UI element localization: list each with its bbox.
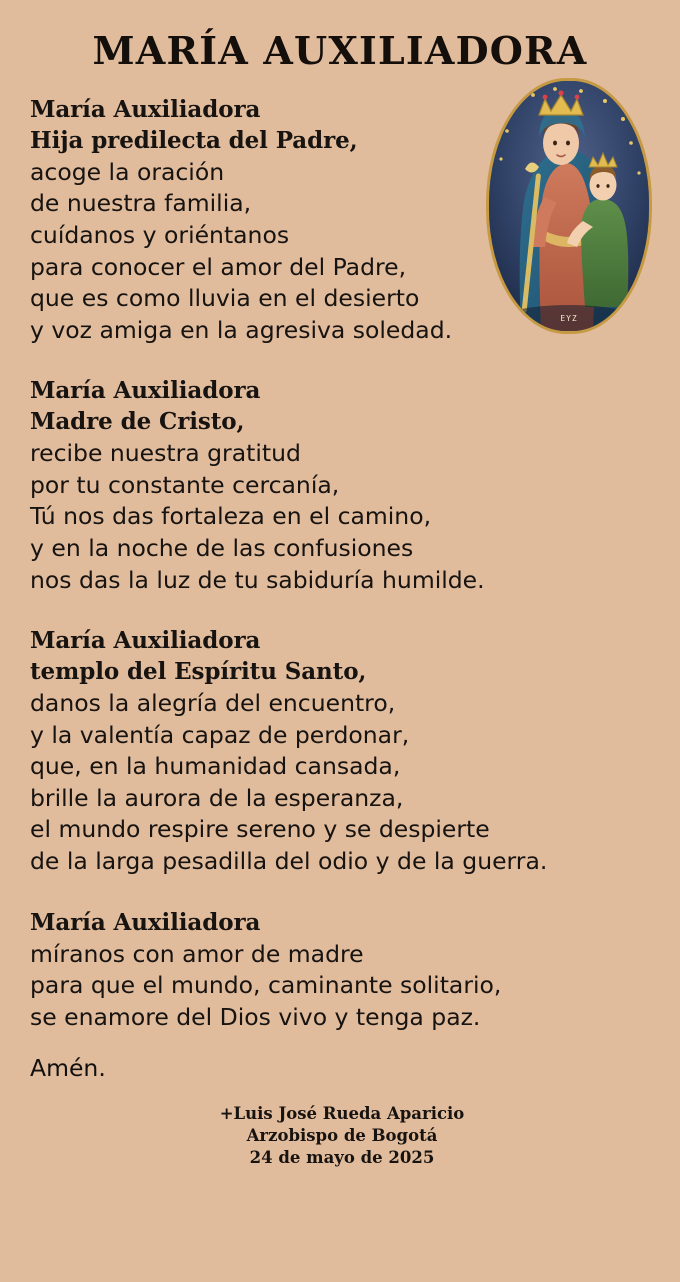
stanza bbox=[30, 376, 654, 596]
prayer-line: míranos con amor de madre bbox=[30, 939, 364, 968]
prayer-line: danos la alegría del encuentro, bbox=[30, 689, 396, 718]
prayer-line: que, en la humanidad cansada, bbox=[30, 752, 401, 781]
prayer-line: el mundo respire sereno y se despierte bbox=[30, 815, 490, 844]
prayer-line: templo del Espíritu Santo, bbox=[30, 658, 367, 686]
prayer-line: para conocer el amor del Padre, bbox=[30, 252, 407, 281]
prayer-line: por tu constante cercanía, bbox=[30, 470, 340, 499]
signature-author: +Luis José Rueda Aparicio bbox=[219, 1103, 465, 1123]
page-title: MARÍA AUXILIADORA bbox=[92, 28, 588, 73]
stanza bbox=[30, 908, 654, 1034]
prayer-line: de la larga pesadilla del odio y de la guerra. bbox=[30, 847, 548, 876]
prayer-line: se enamore del Dios vivo y tenga paz. bbox=[30, 1002, 481, 1031]
amen-line: Amén. bbox=[30, 1054, 106, 1083]
prayer-line: Tú nos das fortaleza en el camino, bbox=[30, 502, 432, 531]
prayer-line: María Auxiliadora bbox=[30, 627, 261, 655]
signature-role: Arzobispo de Bogotá bbox=[246, 1125, 438, 1145]
prayer-line: María Auxiliadora bbox=[30, 908, 261, 936]
prayer-line: brille la aurora de la esperanza, bbox=[30, 783, 404, 812]
prayer-line: y la valentía capaz de perdonar, bbox=[30, 720, 410, 749]
prayer-line: nos das la luz de tu sabiduría humilde. bbox=[30, 565, 485, 594]
signature-block bbox=[30, 1103, 654, 1169]
prayer-line: María Auxiliadora bbox=[30, 96, 261, 123]
prayer-line: Madre de Cristo, bbox=[30, 408, 245, 436]
prayer-line: cuídanos y oriéntanos bbox=[30, 221, 290, 250]
prayer-line: de nuestra familia, bbox=[30, 189, 252, 218]
prayer-line: Hija predilecta del Padre, bbox=[30, 126, 358, 154]
prayer-line: y en la noche de las confusiones bbox=[30, 534, 414, 563]
prayer-line: que es como lluvia en el desierto bbox=[30, 284, 420, 313]
stanza bbox=[30, 95, 654, 346]
prayer-line: María Auxiliadora bbox=[30, 377, 261, 405]
signature-date: 24 de mayo de 2025 bbox=[249, 1147, 435, 1167]
prayer-line: y voz amiga en la agresiva soledad. bbox=[30, 315, 453, 344]
prayer-line: para que el mundo, caminante solitario, bbox=[30, 971, 502, 1000]
prayer-body bbox=[0, 73, 680, 1169]
prayer-line: recibe nuestra gratitud bbox=[30, 439, 301, 468]
svg-text:EYZ: EYZ bbox=[560, 314, 578, 323]
stanza bbox=[30, 626, 654, 877]
prayer-line: acoge la oración bbox=[30, 157, 225, 186]
